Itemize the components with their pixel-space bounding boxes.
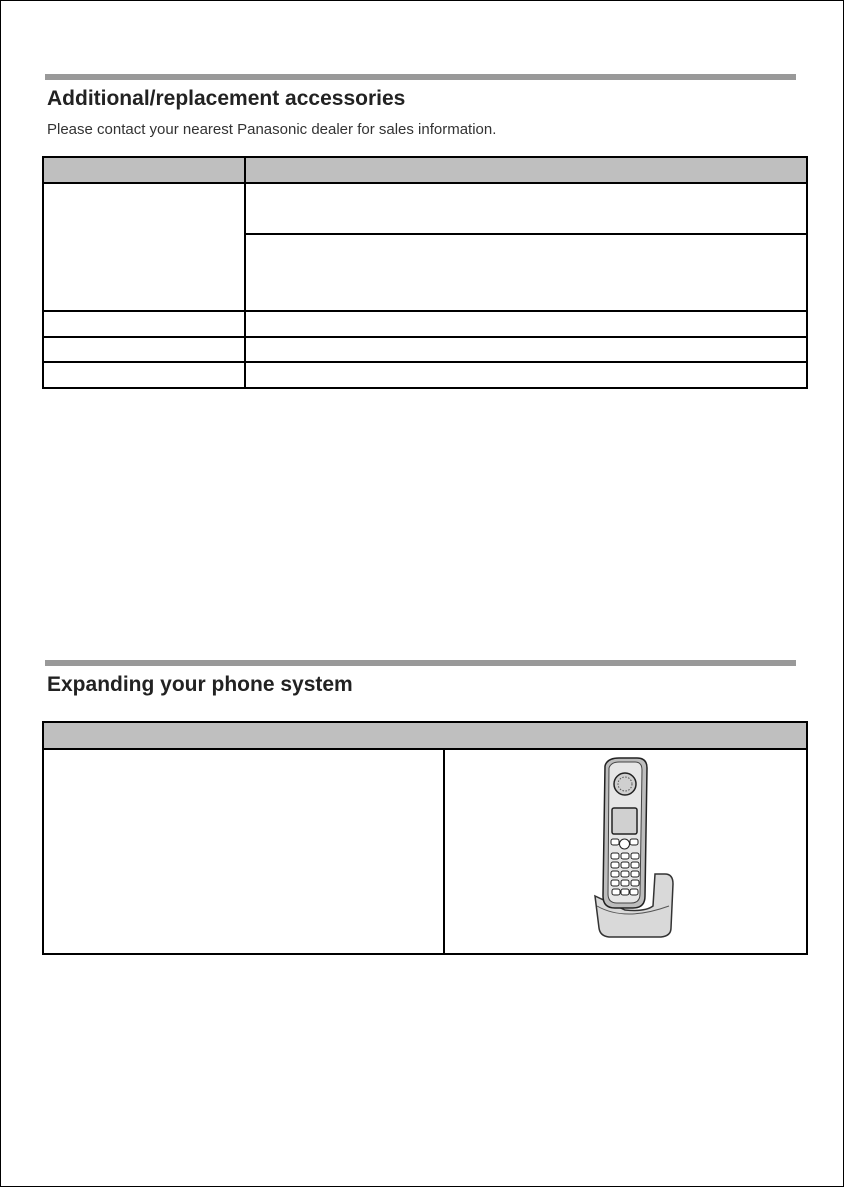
accessories-table [42,156,808,389]
table-header-row [43,157,807,183]
table-cell [43,311,245,337]
table-cell [43,749,444,954]
table-row [43,337,807,362]
table-header-cell [245,157,807,183]
table-row [43,749,807,954]
table-cell [245,234,807,311]
table-cell [43,337,245,362]
table-row [43,362,807,388]
table-cell [245,311,807,337]
section-divider-accessories [45,74,796,80]
section-divider-expanding [45,660,796,666]
table-cell [43,183,245,311]
section-title-expanding: Expanding your phone system [47,673,353,696]
table-cell [43,362,245,388]
table-header-cell [43,722,807,749]
table-cell [245,337,807,362]
table-row [43,311,807,337]
expanding-table [42,721,808,955]
table-header-row [43,722,807,749]
table-cell-illustration [444,749,807,954]
table-row [43,183,807,234]
table-header-cell [43,157,245,183]
section-title-accessories: Additional/replacement accessories [47,87,406,110]
table-cell [245,183,807,234]
section-intro-accessories: Please contact your nearest Panasonic dealer for sales information. [47,121,497,138]
table-cell [245,362,807,388]
cordless-handset-on-charger-icon [585,756,677,938]
